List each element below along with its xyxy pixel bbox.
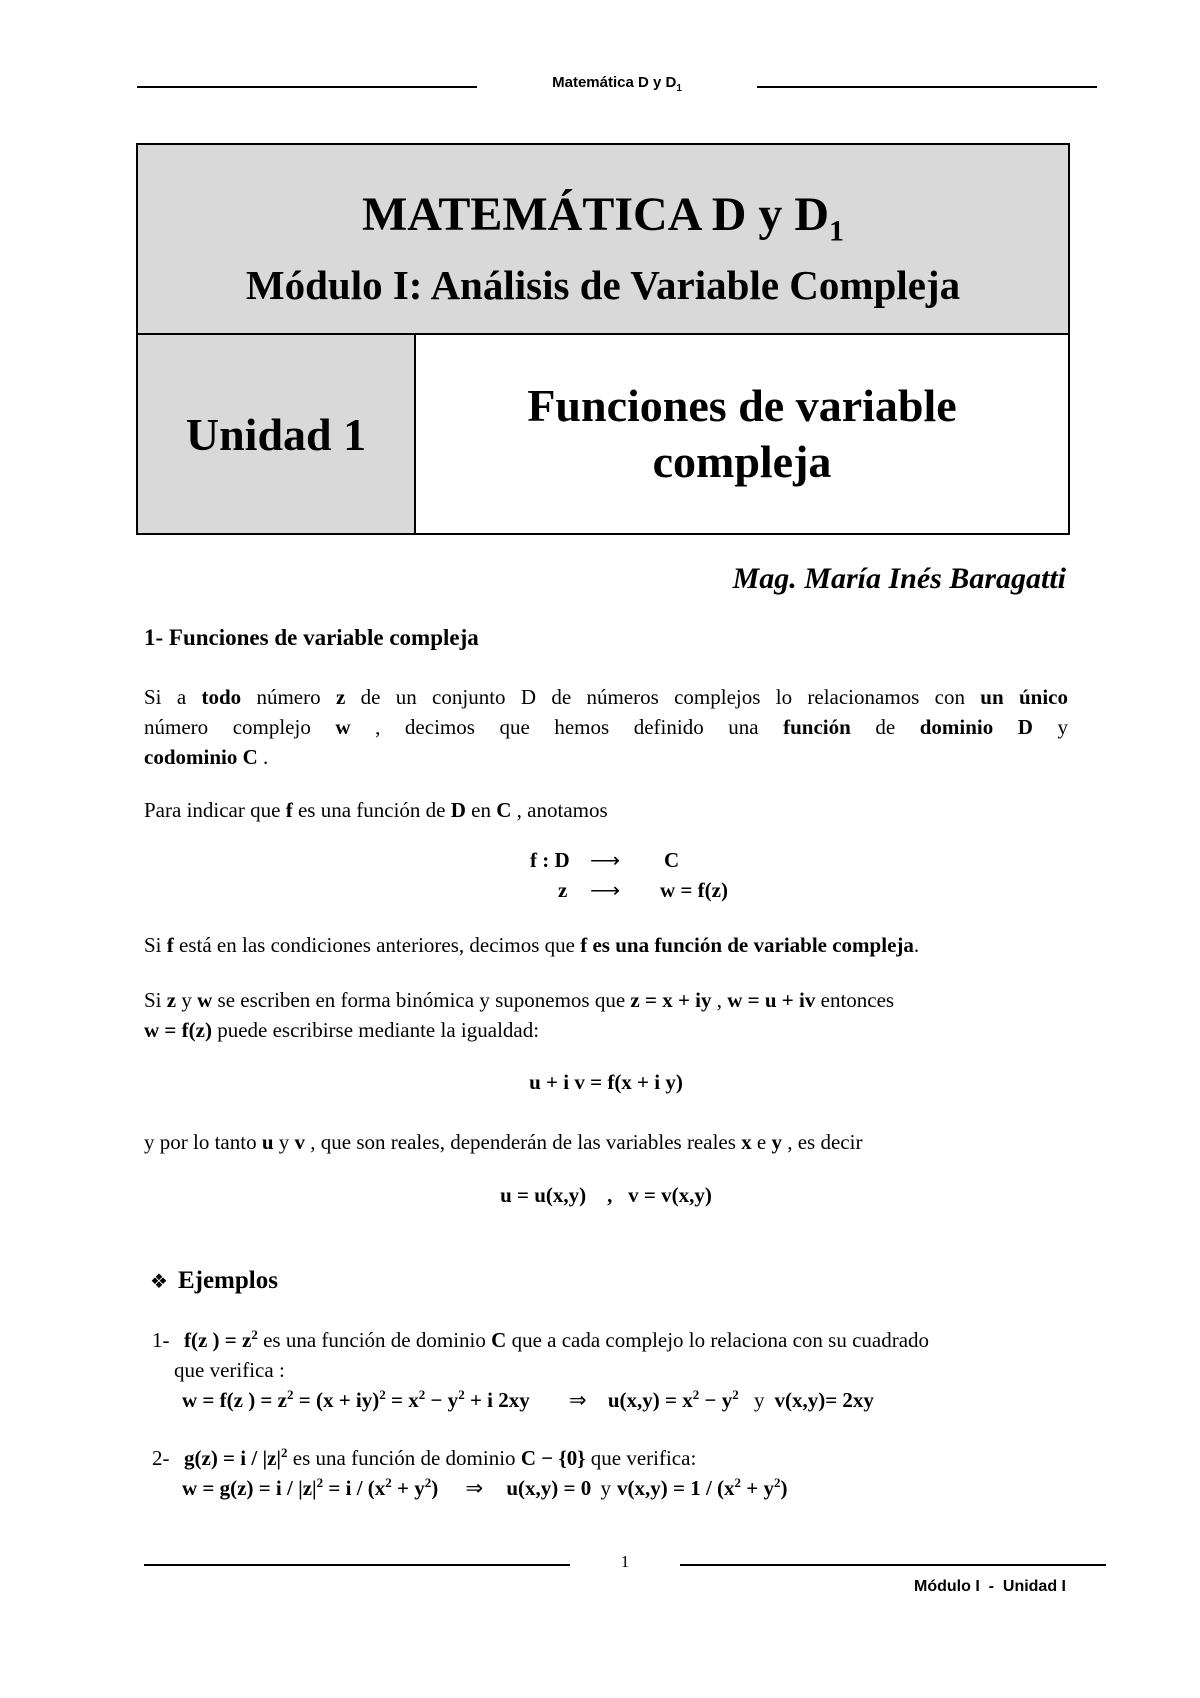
paragraph-notation: Para indicar que f es una función de D en C , anotamos: [144, 798, 608, 822]
title-box: [136, 143, 1070, 335]
header-title: Matemática D y $D_1$: [552, 74, 682, 94]
header-rule-right: [757, 86, 1097, 88]
unit-box: [136, 333, 1070, 535]
paragraph-conclusion: Si f está en las condiciones anteriores, decimos que f es una función de variable compleja.: [144, 933, 920, 957]
paragraph-real-parts: y por lo tanto u y v , que son reales, dependerán de las variables reales x e y , es decir: [144, 1130, 863, 1154]
section-heading: 1- Funciones de variable compleja: [144, 625, 479, 650]
module-title: Módulo I: Análisis de Variable Compleja: [245, 261, 961, 308]
unit-topic: Funciones de variable compleja: [527, 380, 957, 487]
document-title: MATEMÁTICA D y $D_1$: [361, 188, 845, 248]
footer-rule-left: [144, 1564, 570, 1566]
diamond-bullet-icon: ❖: [150, 1269, 168, 1293]
paragraph-binomial: Si z y w se escriben en forma binómica y suponemos que z = x + iy , w = u + iv entonces w = f(z) puede escribirse mediante la igualdad:: [144, 988, 895, 1042]
equation-uv: u + i v = f(x + i y): [529, 1070, 683, 1094]
examples-heading: ❖ Ejemplos: [150, 1267, 278, 1294]
equation-uv-functions: u = u(x,y) , v = v(x,y): [500, 1183, 712, 1207]
page-number: 1: [620, 1552, 630, 1571]
footer-label: Módulo I - Unidad I: [914, 1578, 1066, 1595]
paragraph-definition: Si a todo número z de un conjunto D de números complejos lo relacionamos con un único número complejo w , decimos que hemos definido una función de dominio D y codominio C .: [144, 685, 1069, 769]
header-rule-left: [137, 86, 477, 88]
unit-label: Unidad 1: [138, 335, 416, 533]
author: Mag. María Inés Baragatti: [732, 562, 1066, 595]
footer-rule-right: [680, 1564, 1106, 1566]
